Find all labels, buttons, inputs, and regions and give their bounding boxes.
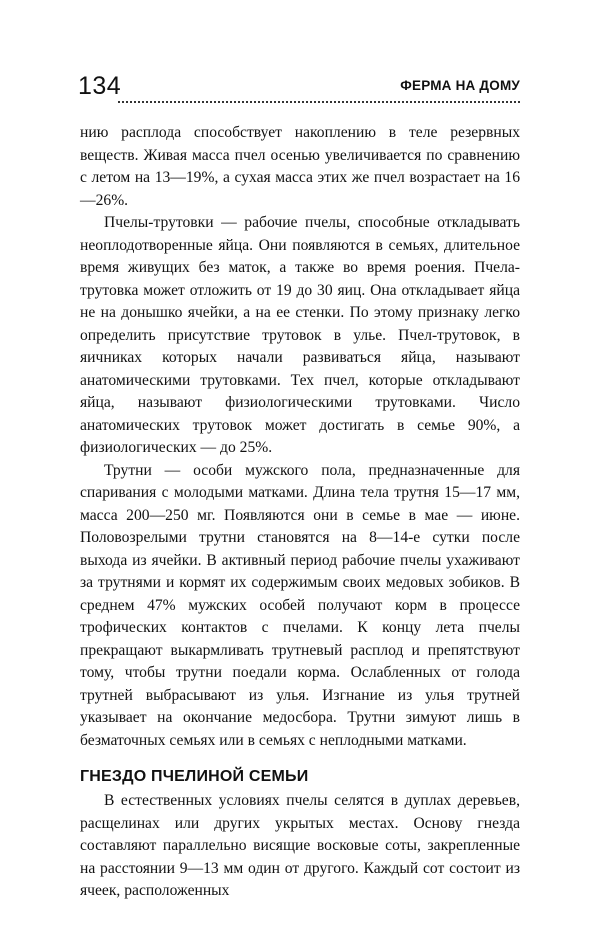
paragraph-drone-layers: Пчелы-трутовки — рабочие пчелы, способные откладывать неоплодотворенные яйца. Они появляются в семьях, длительное время живущих без маток, а также во время роения. Пчела-трутовка может отложить от 19 до 30 яиц. Она откладывает яйца не на донышко ячейки, а на ее стенки. По этому признаку легко определить присутствие трутовок в улье. Пчел-трутовок, в яичниках которых начали развиваться яйца, называют анатомическими трутовками. Тех пчел, которые откладывают яйца, называют физиологическими трутовками. Число анатомических трутовок может достигать в семье 90%, а физиологических — до 25%. — [80, 214, 520, 456]
section-heading: ГНЕЗДО ПЧЕЛИНОЙ СЕМЬИ — [80, 768, 309, 785]
paragraph-drones: Трутни — особи мужского пола, предназначенные для спаривания с молодыми матками. Длина тела трутня 15—17 мм, масса 200—250 мг. Появляются они в семье в мае — июне. Половозрелыми трутни становятся на 8—14-е сутки после выхода из ячейки. В активный период рабочие пчелы ухаживают за трутнями и кормят их содержимым своих медовых зобиков. В среднем 47% мужских особей получают корм в процессе трофических контактов с пчелами. К концу лета пчелы прекращают выкармливать трутневый расплод и препятствуют тому, чтобы трутни поедали корма. Ослабленных от голода трутней выбрасывают из улья. Изгнание из улья трутней указывает на окончание медосбора. Трутни зимуют лишь в безматочных семьях или в семьях с неплодными матками. — [80, 461, 520, 749]
paragraph-bee-nest: В естественных условиях пчелы селятся в дуплах деревьев, расщелинах или других укрытых местах. Основу гнезда составляют параллельно висящие восковые соты, закрепленные на расстоянии 9—13 мм один от другого. Каждый сот состоит из ячеек, расположенных — [80, 792, 520, 899]
running-title: ФЕРМА НА ДОМУ — [400, 78, 520, 93]
page-number: 134 — [78, 72, 122, 100]
header-divider — [118, 101, 520, 103]
body-text — [80, 122, 520, 903]
paragraph-continuation: нию расплода способствует накоплению в теле резервных веществ. Живая масса пчел осенью увеличивается по сравнению с летом на 13—19%, а сухая масса этих же пчел возрастает на 16—26%. — [80, 124, 520, 209]
